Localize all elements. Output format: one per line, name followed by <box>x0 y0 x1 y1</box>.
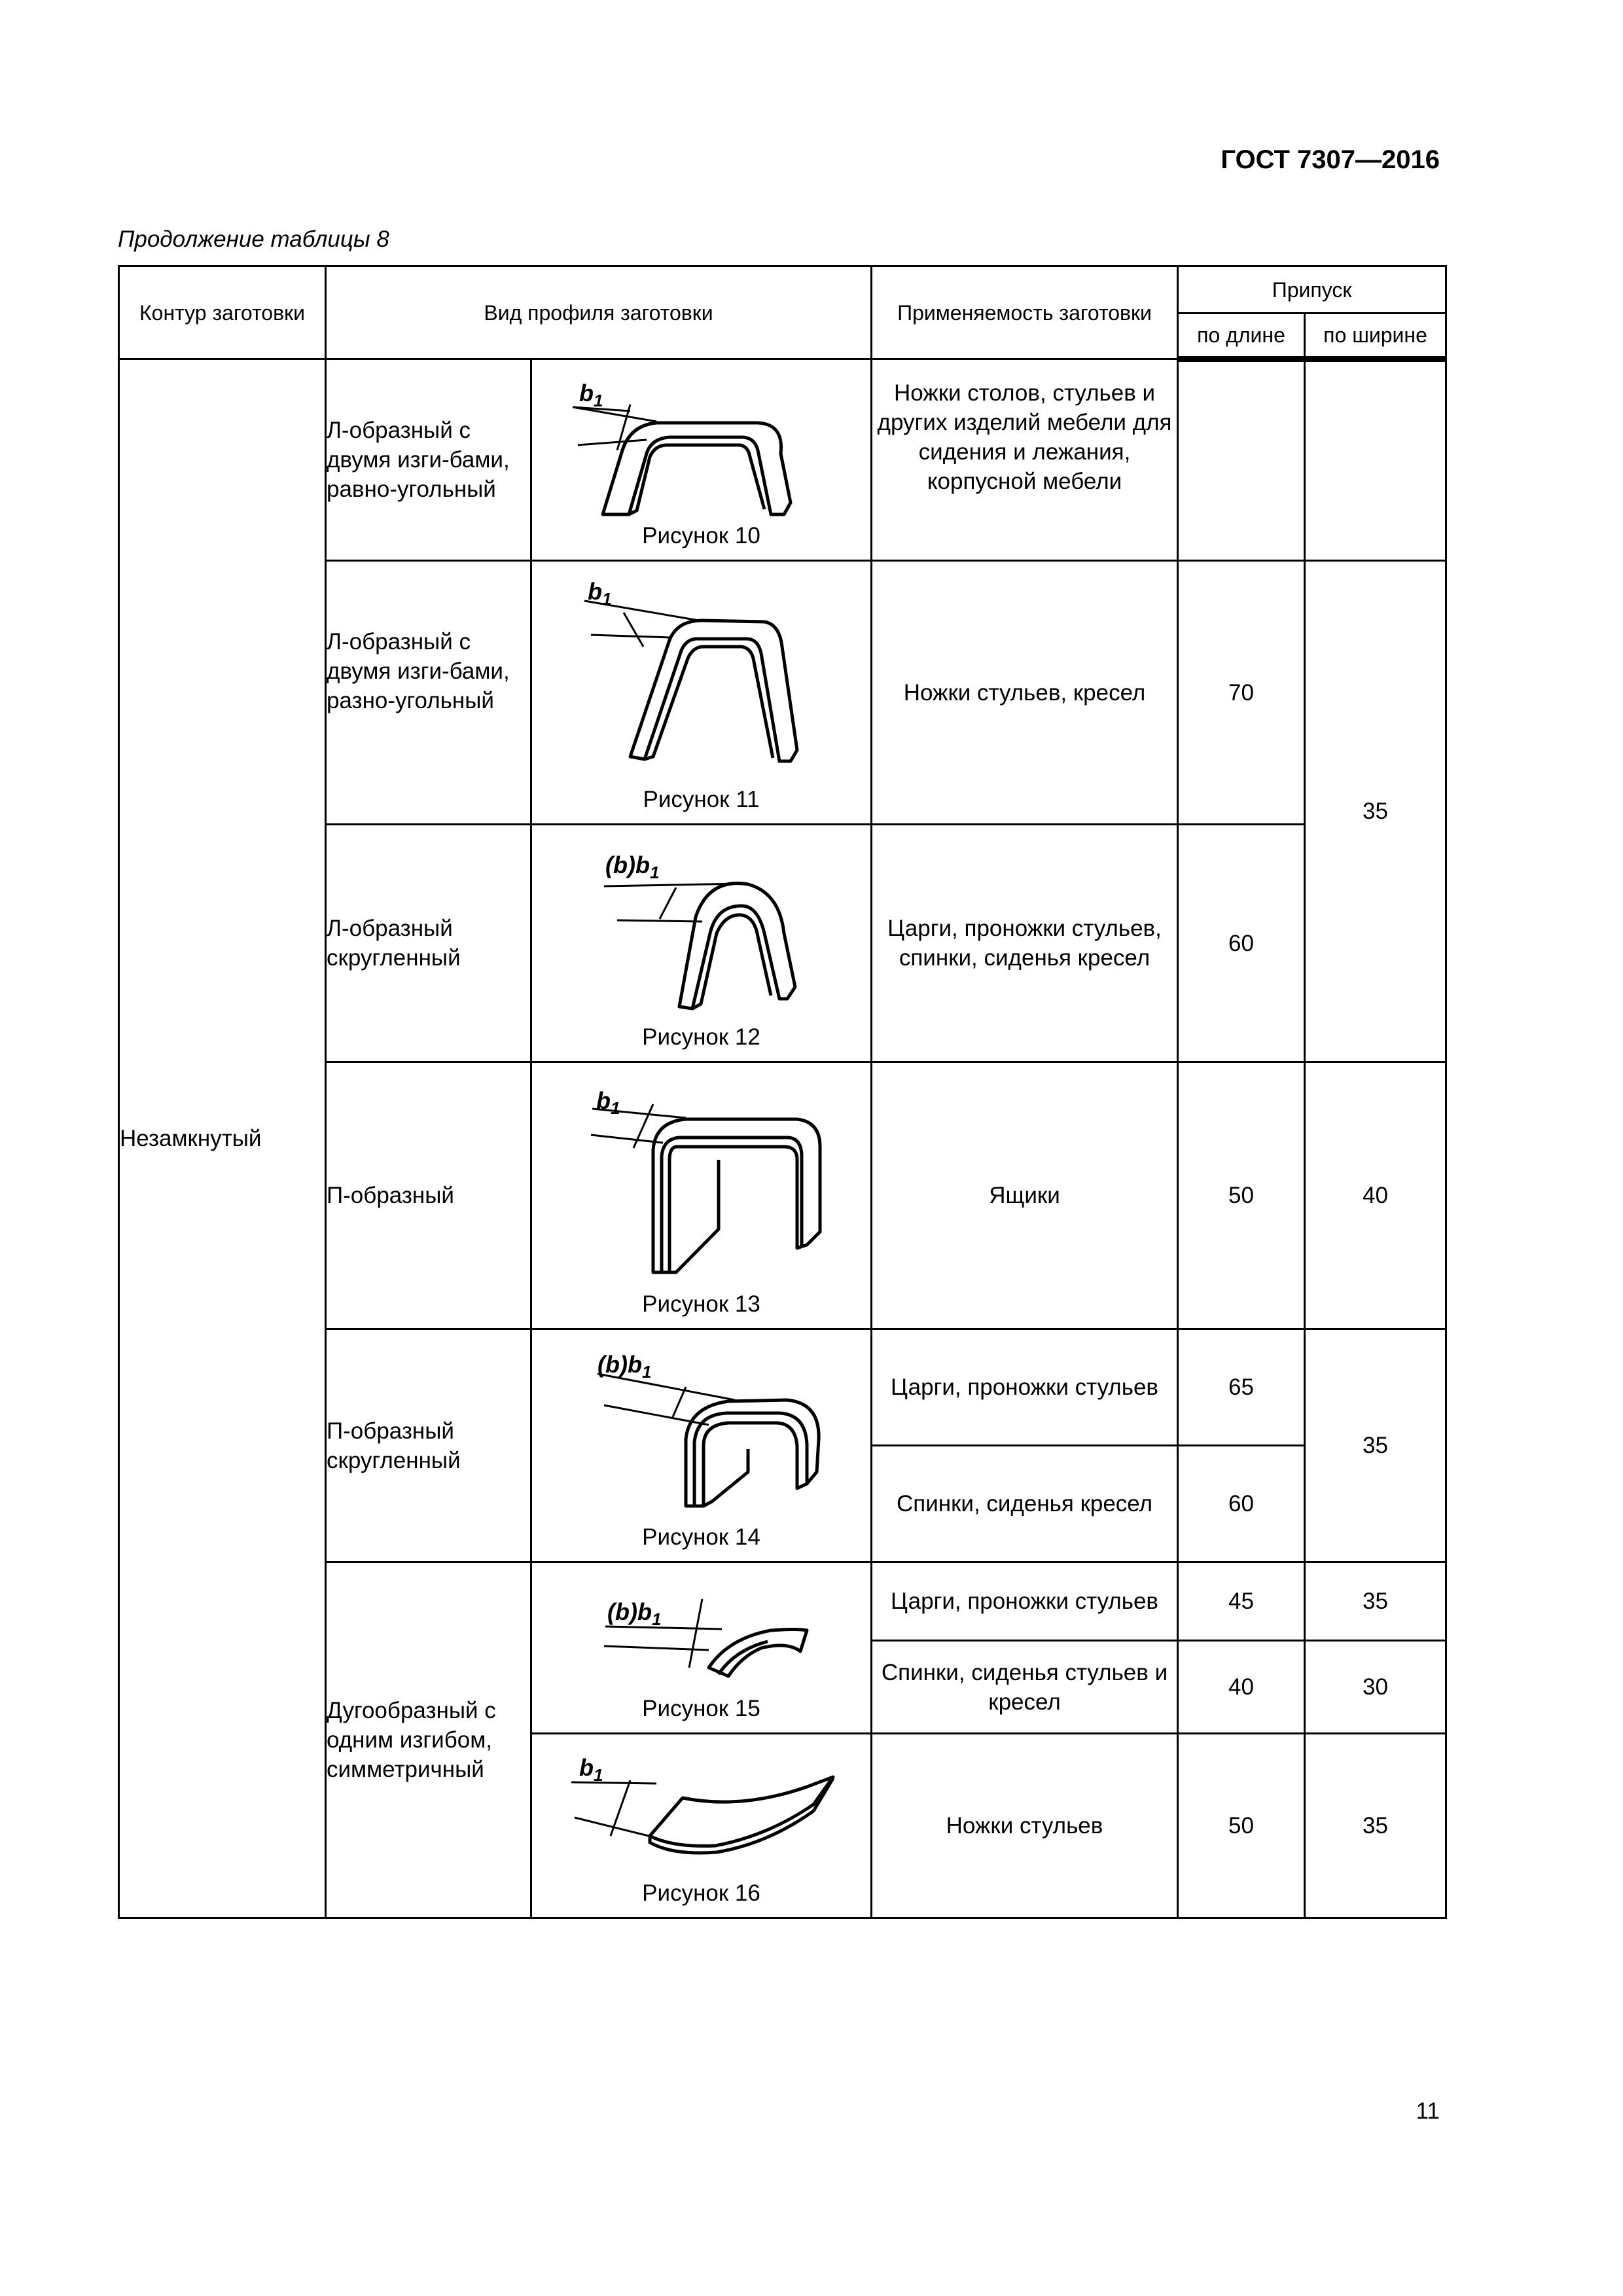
header-by-width: по ширине <box>1305 314 1446 359</box>
figure-cell <box>531 1062 872 1329</box>
figure-12-caption: Рисунок 12 <box>642 1024 760 1050</box>
figure-14-drawing <box>532 1341 872 1518</box>
document-code: ГОСТ 7307—2016 <box>1221 145 1440 174</box>
applicability-cell: Спинки, сиденья кресел <box>872 1446 1178 1562</box>
width-cell: 40 <box>1305 1062 1446 1329</box>
length-cell: 50 <box>1178 1062 1305 1329</box>
width-cell: 35 <box>1305 1329 1446 1562</box>
figure-11-label: $b_1$ <box>588 578 612 609</box>
figure-13-drawing <box>532 1075 872 1284</box>
figure-cell <box>531 561 872 825</box>
header-allowance: Припуск <box>1178 266 1446 314</box>
figure-cell <box>531 1562 872 1734</box>
figure-10-caption: Рисунок 10 <box>642 523 760 548</box>
figure-16-label: $b_1$ <box>579 1753 603 1785</box>
figure-15-label: $(b)b_1$ <box>607 1598 662 1629</box>
profile-cell: П-образный скругленный <box>326 1329 531 1562</box>
figure-16-drawing <box>532 1744 872 1875</box>
figure-12-label: $(b)b_1$ <box>605 852 660 882</box>
allowance-table <box>118 265 1447 1919</box>
figure-16-caption: Рисунок 16 <box>642 1880 760 1906</box>
figure-15-caption: Рисунок 15 <box>642 1696 760 1721</box>
applicability-cell: Ножки стульев, кресел <box>872 561 1178 825</box>
length-cell: 60 <box>1178 1446 1305 1562</box>
width-cell: 30 <box>1305 1641 1446 1734</box>
figure-cell <box>531 359 872 561</box>
length-cell: 65 <box>1178 1329 1305 1446</box>
profile-cell: Л-образный с двумя изги-бами, равно-угольный <box>326 359 531 561</box>
length-cell: 70 <box>1178 561 1305 825</box>
figure-13-label: $b_1$ <box>596 1086 620 1118</box>
width-cell: 35 <box>1305 1734 1446 1918</box>
header-contour: Контур заготовки <box>119 266 326 359</box>
header-applicability: Применяемость заготовки <box>872 266 1178 359</box>
header-by-length: по длине <box>1178 314 1305 359</box>
figure-14-caption: Рисунок 14 <box>642 1524 760 1550</box>
header-profile: Вид профиля заготовки <box>326 266 872 359</box>
length-cell <box>1178 359 1305 561</box>
figure-cell <box>531 1734 872 1918</box>
figure-cell <box>531 1329 872 1562</box>
figure-15-drawing <box>532 1579 872 1691</box>
length-cell: 50 <box>1178 1734 1305 1918</box>
table-caption: Продолжение таблицы 8 <box>118 226 389 252</box>
figure-10-label: $b_1$ <box>579 379 603 410</box>
width-cell: 35 <box>1305 561 1446 1062</box>
length-cell: 40 <box>1178 1641 1305 1734</box>
applicability-cell: Царги, проножки стульев <box>872 1329 1178 1446</box>
profile-cell: П-образный <box>326 1062 531 1329</box>
figure-11-caption: Рисунок 11 <box>643 787 760 812</box>
figure-14-label: $(b)b_1$ <box>597 1350 652 1382</box>
applicability-cell: Ножки стульев <box>872 1734 1178 1918</box>
figure-cell <box>531 825 872 1062</box>
profile-cell: Дугообразный с одним изгибом, симметричный <box>326 1562 531 1918</box>
figure-10-drawing <box>532 372 872 522</box>
figure-12-drawing <box>532 835 872 1018</box>
applicability-cell: Царги, проножки стульев, спинки, сиденья кресел <box>872 825 1178 1062</box>
profile-cell: Л-образный скругленный <box>326 825 531 1062</box>
length-cell: 60 <box>1178 825 1305 1062</box>
figure-13-caption: Рисунок 13 <box>642 1291 760 1317</box>
applicability-cell: Спинки, сиденья стульев и кресел <box>872 1641 1178 1734</box>
profile-cell: Л-образный с двумя изги-бами, разно-угольный <box>326 561 531 825</box>
length-cell: 45 <box>1178 1562 1305 1641</box>
width-cell <box>1305 359 1446 561</box>
applicability-cell: Царги, проножки стульев <box>872 1562 1178 1641</box>
figure-11-drawing <box>532 575 872 771</box>
width-cell: 35 <box>1305 1562 1446 1641</box>
contour-cell: Незамкнутый <box>119 359 326 1918</box>
applicability-cell: Ящики <box>872 1062 1178 1329</box>
applicability-cell: Ножки столов, стульев и других изделий мебели для сидения и лежания, корпусной мебели <box>872 359 1178 561</box>
page-number: 11 <box>1416 2098 1440 2124</box>
